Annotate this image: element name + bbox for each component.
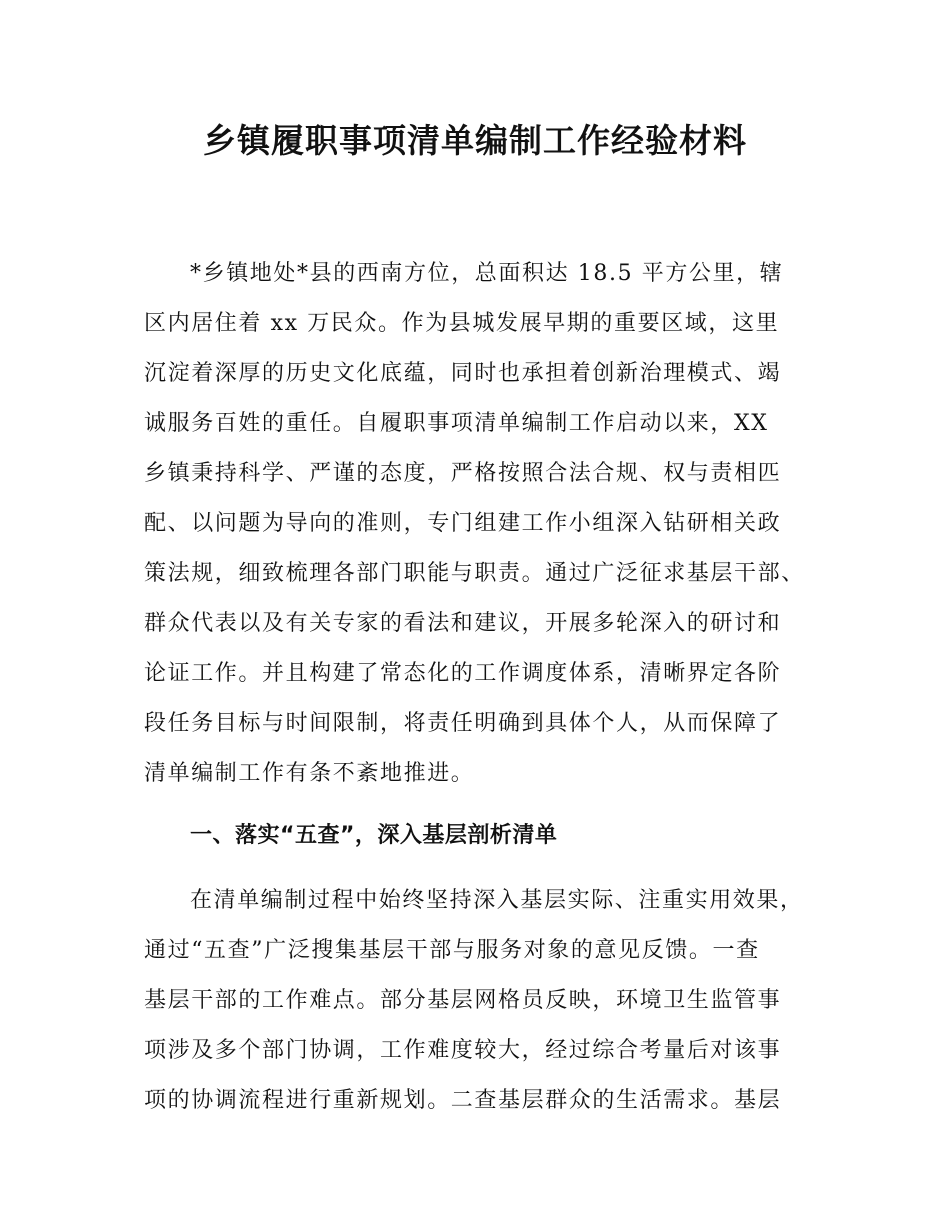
page-title: 乡镇履职事项清单编制工作经验材料	[203, 121, 747, 160]
paragraph-line: 段任务目标与时间限制，将责任明确到具体个人，从而保障了	[144, 711, 782, 736]
paragraph-line: 乡镇秉持科学、严谨的态度，严格按照合法合规、权与责相匹	[144, 461, 782, 486]
paragraph-line: 通过“五查”广泛搜集基层干部与服务对象的意见反馈。一查	[144, 938, 760, 963]
paragraph-line: 沉淀着深厚的历史文化底蕴，同时也承担着创新治理模式、竭	[144, 361, 782, 386]
paragraph-line: 项涉及多个部门协调，工作难度较大，经过综合考量后对该事	[144, 1038, 782, 1063]
paragraph-line: 项的协调流程进行重新规划。二查基层群众的生活需求。基层	[144, 1088, 782, 1113]
paragraph-line: 区内居住着 xx 万民众。作为县城发展早期的重要区域，这里	[144, 311, 780, 336]
paragraph-line: 配、以问题为导向的准则，专门组建工作小组深入钻研相关政	[144, 511, 782, 536]
paragraph-line: 清单编制工作有条不紊地推进。	[144, 761, 475, 786]
section-heading: 一、落实“五查”，深入基层剖析清单	[190, 823, 558, 848]
paragraph-line: 策法规，细致梳理各部门职能与职责。通过广泛征求基层干部、	[144, 561, 805, 586]
paragraph-line: 在清单编制过程中始终坚持深入基层实际、注重实用效果，	[190, 888, 804, 913]
paragraph-line: *乡镇地处*县的西南方位，总面积达 18.5 平方公里，辖	[190, 261, 784, 286]
paragraph-line: 论证工作。并且构建了常态化的工作调度体系，清晰界定各阶	[144, 661, 782, 686]
paragraph-line: 基层干部的工作难点。部分基层网格员反映，环境卫生监管事	[144, 988, 782, 1013]
paragraph-line: 诚服务百姓的重任。自履职事项清单编制工作启动以来，XX	[144, 411, 769, 436]
paragraph-line: 群众代表以及有关专家的看法和建议，开展多轮深入的研讨和	[144, 611, 782, 636]
